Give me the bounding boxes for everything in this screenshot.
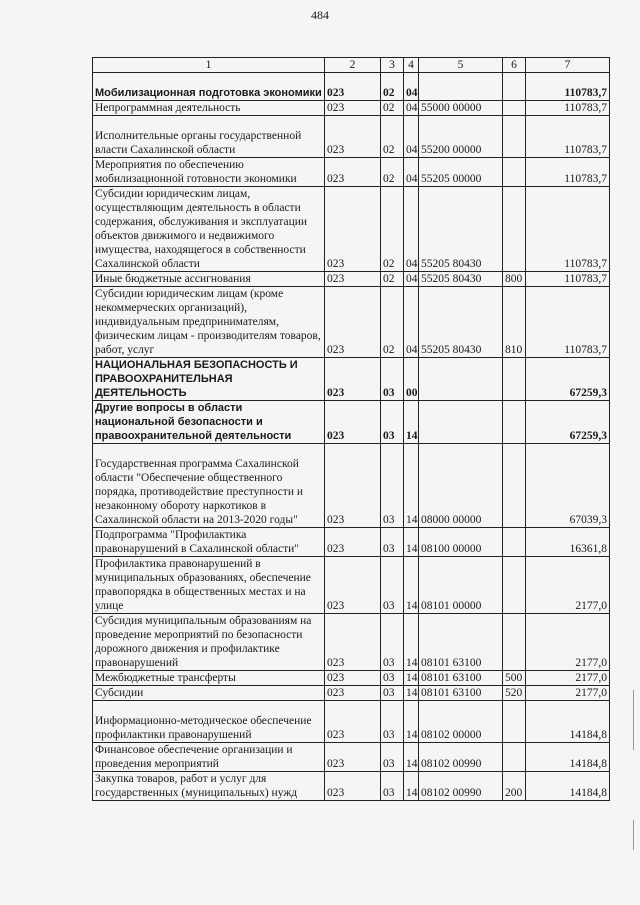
expense-kind-code bbox=[503, 187, 526, 272]
table-row bbox=[93, 401, 610, 444]
ministry-code: 023 bbox=[325, 671, 381, 686]
target-code: 08101 63100 bbox=[419, 614, 503, 671]
section-code: 02 bbox=[381, 158, 404, 187]
section-code: 03 bbox=[381, 401, 404, 444]
row-name: Мобилизационная подготовка экономики bbox=[93, 73, 325, 101]
expense-kind-code bbox=[503, 557, 526, 614]
row-name: Информационно-методическое обеспечение профилактики правонарушений bbox=[93, 701, 325, 743]
table-row bbox=[93, 528, 610, 557]
expense-kind-code: 800 bbox=[503, 272, 526, 287]
table-row bbox=[93, 158, 610, 187]
section-code: 02 bbox=[381, 187, 404, 272]
expense-kind-code bbox=[503, 73, 526, 101]
section-code: 03 bbox=[381, 358, 404, 401]
subsection-code: 04 bbox=[404, 272, 419, 287]
target-code: 08101 63100 bbox=[419, 686, 503, 701]
table-row bbox=[93, 101, 610, 116]
row-name: Профилактика правонарушений в муниципальных образованиях, обеспечение правопорядка в общественных местах и на улице bbox=[93, 557, 325, 614]
target-code bbox=[419, 73, 503, 101]
expense-kind-code: 500 bbox=[503, 671, 526, 686]
subsection-code: 04 bbox=[404, 73, 419, 101]
row-name: Непрограммная деятельность bbox=[93, 101, 325, 116]
target-code: 55205 80430 bbox=[419, 272, 503, 287]
table-row bbox=[93, 272, 610, 287]
subsection-code: 14 bbox=[404, 701, 419, 743]
section-code: 02 bbox=[381, 73, 404, 101]
target-code: 55205 80430 bbox=[419, 287, 503, 358]
section-code: 03 bbox=[381, 671, 404, 686]
section-code: 02 bbox=[381, 116, 404, 158]
section-code: 03 bbox=[381, 743, 404, 772]
header-col-3: 3 bbox=[381, 58, 404, 73]
target-code: 55205 00000 bbox=[419, 158, 503, 187]
row-name: Закупка товаров, работ и услуг для государственных (муниципальных) нужд bbox=[93, 772, 325, 801]
section-code: 03 bbox=[381, 444, 404, 528]
row-sum: 14184,8 bbox=[526, 701, 610, 743]
header-col-6: 6 bbox=[503, 58, 526, 73]
row-name: Иные бюджетные ассигнования bbox=[93, 272, 325, 287]
subsection-code: 14 bbox=[404, 528, 419, 557]
row-sum: 2177,0 bbox=[526, 614, 610, 671]
section-code: 02 bbox=[381, 272, 404, 287]
ministry-code: 023 bbox=[325, 772, 381, 801]
target-code: 08102 00000 bbox=[419, 701, 503, 743]
target-code: 08000 00000 bbox=[419, 444, 503, 528]
ministry-code: 023 bbox=[325, 101, 381, 116]
subsection-code: 14 bbox=[404, 743, 419, 772]
subsection-code: 14 bbox=[404, 614, 419, 671]
subsection-code: 04 bbox=[404, 287, 419, 358]
row-sum: 67259,3 bbox=[526, 401, 610, 444]
table-row bbox=[93, 116, 610, 158]
ministry-code: 023 bbox=[325, 287, 381, 358]
table-row bbox=[93, 187, 610, 272]
table-row bbox=[93, 701, 610, 743]
ministry-code: 023 bbox=[325, 358, 381, 401]
expense-kind-code bbox=[503, 614, 526, 671]
row-name: Субсидии юридическим лицам, осуществляющим деятельность в области содержания, обслуживания и эксплуатации объектов движимого и недвижимого имущества, находящегося в собственности Сахалинской области bbox=[93, 187, 325, 272]
row-sum: 67259,3 bbox=[526, 358, 610, 401]
budget-table bbox=[92, 57, 610, 801]
subsection-code: 04 bbox=[404, 187, 419, 272]
section-code: 02 bbox=[381, 101, 404, 116]
row-name: Межбюджетные трансферты bbox=[93, 671, 325, 686]
ministry-code: 023 bbox=[325, 444, 381, 528]
ministry-code: 023 bbox=[325, 272, 381, 287]
section-code: 03 bbox=[381, 614, 404, 671]
subsection-code: 04 bbox=[404, 158, 419, 187]
ministry-code: 023 bbox=[325, 187, 381, 272]
row-sum: 110783,7 bbox=[526, 73, 610, 101]
header-row bbox=[93, 58, 610, 73]
subsection-code: 14 bbox=[404, 444, 419, 528]
target-code: 08101 63100 bbox=[419, 671, 503, 686]
subsection-code: 14 bbox=[404, 557, 419, 614]
ministry-code: 023 bbox=[325, 116, 381, 158]
subsection-code: 04 bbox=[404, 101, 419, 116]
row-name: Субсидия муниципальным образованиям на проведение мероприятий по безопасности дорожного движения и профилактике правонарушений bbox=[93, 614, 325, 671]
ministry-code: 023 bbox=[325, 528, 381, 557]
subsection-code: 14 bbox=[404, 772, 419, 801]
row-name: Субсидии юридическим лицам (кроме некоммерческих организаций), индивидуальным предпринимателям, физическим лицам - производителям товаров, работ, услуг bbox=[93, 287, 325, 358]
expense-kind-code bbox=[503, 701, 526, 743]
row-sum: 2177,0 bbox=[526, 686, 610, 701]
expense-kind-code bbox=[503, 116, 526, 158]
subsection-code: 14 bbox=[404, 686, 419, 701]
target-code: 55205 80430 bbox=[419, 187, 503, 272]
target-code bbox=[419, 401, 503, 444]
row-sum: 16361,8 bbox=[526, 528, 610, 557]
table-row bbox=[93, 287, 610, 358]
section-code: 03 bbox=[381, 686, 404, 701]
row-name: Финансовое обеспечение организации и проведения мероприятий bbox=[93, 743, 325, 772]
expense-kind-code bbox=[503, 401, 526, 444]
target-code: 55200 00000 bbox=[419, 116, 503, 158]
header-col-4: 4 bbox=[404, 58, 419, 73]
ministry-code: 023 bbox=[325, 743, 381, 772]
section-code: 03 bbox=[381, 701, 404, 743]
row-sum: 67039,3 bbox=[526, 444, 610, 528]
row-name: Другие вопросы в области национальной безопасности и правоохранительной деятельности bbox=[93, 401, 325, 444]
row-sum: 110783,7 bbox=[526, 116, 610, 158]
target-code: 55000 00000 bbox=[419, 101, 503, 116]
row-name: Исполнительные органы государственной власти Сахалинской области bbox=[93, 116, 325, 158]
table-row bbox=[93, 772, 610, 801]
row-name: Субсидии bbox=[93, 686, 325, 701]
subsection-code: 14 bbox=[404, 401, 419, 444]
ministry-code: 023 bbox=[325, 73, 381, 101]
section-code: 03 bbox=[381, 557, 404, 614]
header-col-7: 7 bbox=[526, 58, 610, 73]
table-row bbox=[93, 358, 610, 401]
expense-kind-code: 200 bbox=[503, 772, 526, 801]
page-number: 484 bbox=[311, 8, 329, 22]
target-code bbox=[419, 358, 503, 401]
expense-kind-code bbox=[503, 444, 526, 528]
table-row bbox=[93, 557, 610, 614]
row-name: Государственная программа Сахалинской области "Обеспечение общественного порядка, противодействие преступности и незаконному обороту наркотиков в Сахалинской области на 2013-2020 годы" bbox=[93, 444, 325, 528]
header-col-5: 5 bbox=[419, 58, 503, 73]
row-sum: 110783,7 bbox=[526, 287, 610, 358]
row-name: НАЦИОНАЛЬНАЯ БЕЗОПАСНОСТЬ И ПРАВООХРАНИТЕЛЬНАЯ ДЕЯТЕЛЬНОСТЬ bbox=[93, 358, 325, 401]
row-sum: 110783,7 bbox=[526, 101, 610, 116]
expense-kind-code bbox=[503, 528, 526, 557]
expense-kind-code bbox=[503, 101, 526, 116]
section-code: 02 bbox=[381, 287, 404, 358]
expense-kind-code bbox=[503, 358, 526, 401]
row-sum: 14184,8 bbox=[526, 743, 610, 772]
target-code: 08100 00000 bbox=[419, 528, 503, 557]
ministry-code: 023 bbox=[325, 401, 381, 444]
row-sum: 14184,8 bbox=[526, 772, 610, 801]
table-row bbox=[93, 73, 610, 101]
ministry-code: 023 bbox=[325, 158, 381, 187]
section-code: 03 bbox=[381, 528, 404, 557]
subsection-code: 14 bbox=[404, 671, 419, 686]
target-code: 08102 00990 bbox=[419, 772, 503, 801]
subsection-code: 04 bbox=[404, 116, 419, 158]
row-sum: 110783,7 bbox=[526, 272, 610, 287]
expense-kind-code: 810 bbox=[503, 287, 526, 358]
expense-kind-code: 520 bbox=[503, 686, 526, 701]
table-row bbox=[93, 614, 610, 671]
target-code: 08102 00990 bbox=[419, 743, 503, 772]
header-col-2: 2 bbox=[325, 58, 381, 73]
margin-scan-mark bbox=[633, 820, 634, 850]
row-name: Подпрограмма "Профилактика правонарушений в Сахалинской области" bbox=[93, 528, 325, 557]
row-sum: 110783,7 bbox=[526, 158, 610, 187]
ministry-code: 023 bbox=[325, 614, 381, 671]
table-row bbox=[93, 444, 610, 528]
target-code: 08101 00000 bbox=[419, 557, 503, 614]
row-sum: 2177,0 bbox=[526, 557, 610, 614]
expense-kind-code bbox=[503, 158, 526, 187]
expense-kind-code bbox=[503, 743, 526, 772]
row-sum: 110783,7 bbox=[526, 187, 610, 272]
table-row bbox=[93, 686, 610, 701]
margin-scan-mark bbox=[633, 690, 634, 750]
ministry-code: 023 bbox=[325, 686, 381, 701]
header-col-1: 1 bbox=[93, 58, 325, 73]
ministry-code: 023 bbox=[325, 557, 381, 614]
ministry-code: 023 bbox=[325, 701, 381, 743]
table-row bbox=[93, 671, 610, 686]
row-sum: 2177,0 bbox=[526, 671, 610, 686]
subsection-code: 00 bbox=[404, 358, 419, 401]
row-name: Мероприятия по обеспечению мобилизационной готовности экономики bbox=[93, 158, 325, 187]
section-code: 03 bbox=[381, 772, 404, 801]
table-row bbox=[93, 743, 610, 772]
